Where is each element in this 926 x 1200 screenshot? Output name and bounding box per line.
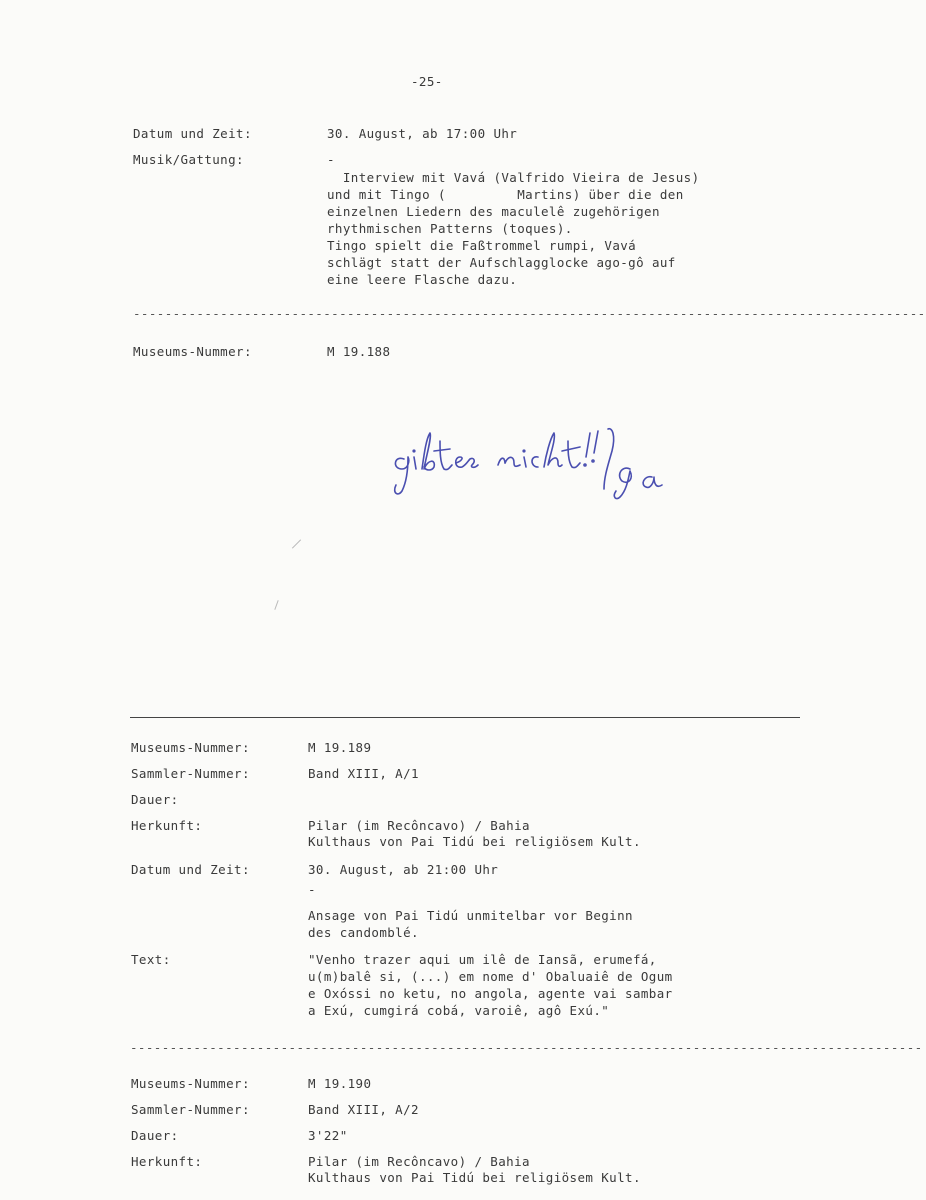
collector-number-value: Band XIII, A/1 <box>308 766 419 781</box>
genre-label: Musik/Gattung: <box>133 152 244 167</box>
paper-mark <box>292 539 301 548</box>
date-label: Datum und Zeit: <box>133 126 252 141</box>
text-line: u(m)balê si, (...) em nome d' Obaluaiê de Ogum <box>308 969 673 984</box>
handwritten-note <box>390 425 690 535</box>
horizontal-rule <box>130 717 800 718</box>
description-line: einzelnen Liedern des maculelê zugehörigen <box>327 204 660 219</box>
note-line: des candomblé. <box>308 925 419 940</box>
description-line: schlägt statt der Aufschlagglocke ago-gô auf <box>327 255 676 270</box>
text-line: a Exú, cumgirá cobá, varoiê, agô Exú." <box>308 1003 610 1018</box>
duration-label: Dauer: <box>131 792 179 807</box>
genre-value: - <box>327 152 335 167</box>
collector-number-label: Sammler-Nummer: <box>131 766 250 781</box>
collector-number-label: Sammler-Nummer: <box>131 1102 250 1117</box>
note-line: Ansage von Pai Tidú unmitelbar vor Beginn <box>308 908 633 923</box>
origin-label: Herkunft: <box>131 1154 203 1169</box>
museum-number-value: M 19.188 <box>327 344 391 359</box>
dash-value: - <box>308 882 316 897</box>
museum-number-value: M 19.189 <box>308 740 372 755</box>
description-line: Interview mit Vavá (Valfrido Vieira de Jesus) <box>327 170 700 185</box>
origin-line: Pilar (im Recôncavo) / Bahia <box>308 818 530 833</box>
date-value: 30. August, ab 21:00 Uhr <box>308 862 499 877</box>
date-value: 30. August, ab 17:00 Uhr <box>327 126 518 141</box>
museum-number-label: Museums-Nummer: <box>131 1076 250 1091</box>
duration-value: 3'22" <box>308 1128 348 1143</box>
description-line: Tingo spielt die Faßtrommel rumpi, Vavá <box>327 238 637 253</box>
paper-mark <box>274 600 278 610</box>
museum-number-value: M 19.190 <box>308 1076 372 1091</box>
page-number: -25- <box>411 74 443 89</box>
dashed-separator: ---------------------------------------------------------------------------------------------------- <box>133 306 926 321</box>
text-line: e Oxóssi no ketu, no angola, agente vai sambar <box>308 986 673 1001</box>
origin-line: Kulthaus von Pai Tidú bei religiösem Kult. <box>308 1170 641 1185</box>
date-label: Datum und Zeit: <box>131 862 250 877</box>
collector-number-value: Band XIII, A/2 <box>308 1102 419 1117</box>
dashed-separator: ---------------------------------------------------------------------------------------------------- <box>130 1040 923 1055</box>
description-line: rhythmischen Patterns (toques). <box>327 221 573 236</box>
origin-line: Kulthaus von Pai Tidú bei religiösem Kult. <box>308 834 641 849</box>
museum-number-label: Museums-Nummer: <box>131 740 250 755</box>
duration-label: Dauer: <box>131 1128 179 1143</box>
museum-number-label: Museums-Nummer: <box>133 344 252 359</box>
text-label: Text: <box>131 952 171 967</box>
description-line: und mit Tingo ( Martins) über die den <box>327 187 684 202</box>
origin-line: Pilar (im Recôncavo) / Bahia <box>308 1154 530 1169</box>
text-line: "Venho trazer aqui um ilê de Iansã, erumefá, <box>308 952 657 967</box>
description-line: eine leere Flasche dazu. <box>327 272 518 287</box>
origin-label: Herkunft: <box>131 818 203 833</box>
